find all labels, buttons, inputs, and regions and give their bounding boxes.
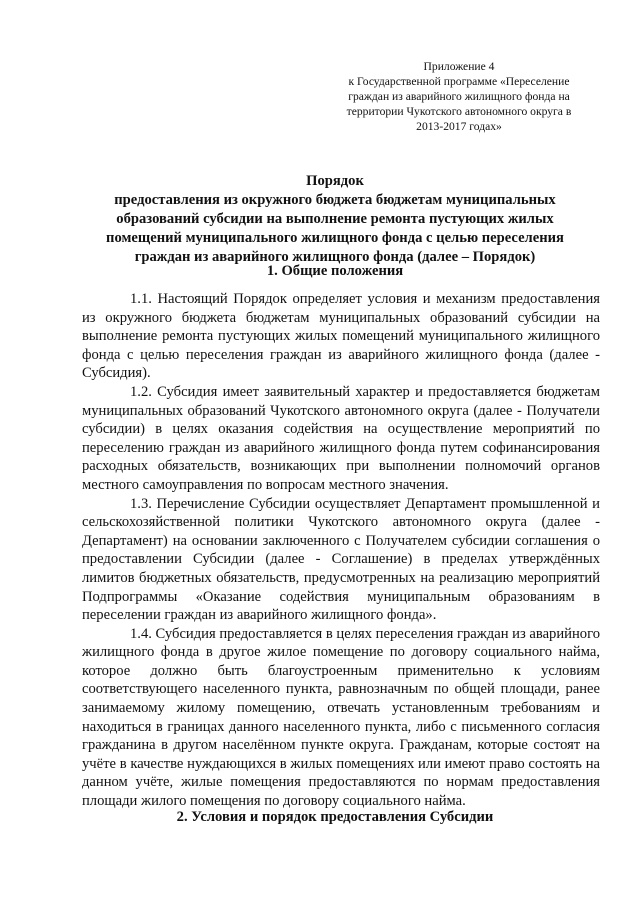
section-heading: 1. Общие положения bbox=[266, 263, 404, 279]
appendix-line: Приложение 4 bbox=[423, 60, 495, 73]
appendix-line: территории Чукотского автономного округа в bbox=[346, 105, 572, 118]
title-line: предоставления из окружного бюджета бюджетам муниципальных bbox=[114, 192, 556, 208]
appendix-line: граждан из аварийного жилищного фонда на bbox=[348, 90, 570, 103]
title-line: образований субсидии на выполнение ремонта пустующих жилых bbox=[116, 211, 554, 227]
appendix-line: 2013-2017 годах» bbox=[416, 120, 502, 133]
section-body bbox=[82, 290, 600, 811]
title-line: граждан из аварийного жилищного фонда (далее – Порядок) bbox=[134, 249, 536, 265]
paragraph: 1.4. Субсидия предоставляется в целях переселения граждан из аварийного жилищного фонда в другое жилое помещение по договору социального найма, которое должно быть благоустроенным применительно к условиям соответствующего населенного пункта, равнозначным по общей площади, ранее занимаемому жилому помещению, отвечать установленным требованиям и находиться в границах данного населенного пункта, либо с письменного согласия гражданина в другом населённом пункте округа. Гражданам, которые состоят на учёте в качестве нуждающихся в жилых помещениях или имеют право состоять на данном учёте, жилые помещения предоставляются по нормам предоставления площади жилого помещения по договору социального найма. bbox=[82, 625, 600, 810]
section-heading: 2. Условия и порядок предоставления Субсидии bbox=[176, 809, 494, 825]
paragraph: 1.3. Перечисление Субсидии осуществляет Департамент промышленной и сельскохозяйственной политики Чукотского автономного округа (далее - Департамент) на основании заключенного с Получателем субсидии соглашения о предоставлении Субсидии (далее - Соглашение) в пределах утверждённых лимитов бюджетных обязательств, предусмотренных на реализацию мероприятий Подпрограммы «Оказание содействия муниципальным образованиям в переселении граждан из аварийного жилищного фонда». bbox=[82, 495, 600, 624]
appendix-line: к Государственной программе «Переселение bbox=[348, 75, 570, 88]
title-line: Порядок bbox=[306, 173, 364, 189]
paragraph: 1.1. Настоящий Порядок определяет условия и механизм предоставления из окружного бюджета бюджетам муниципальных образований субсидии на выполнение ремонта пустующих жилых помещений муниципального жилищного фонда с целью переселения граждан из аварийного жилищного фонда (далее - Субсидия). bbox=[82, 291, 600, 382]
paragraph: 1.2. Субсидия имеет заявительный характер и предоставляется бюджетам муниципальных образований Чукотского автономного округа (далее - Получатели субсидии) в целях оказания содействия на осуществление мероприятий по переселению граждан из аварийного жилищного фонда путем софинансирования расходных обязательств, возникающих при выполнении полномочий органов местного самоуправления по вопросам местного значения. bbox=[82, 383, 600, 493]
title-line: помещений муниципального жилищного фонда с целью переселения bbox=[106, 230, 564, 246]
appendix-note bbox=[318, 59, 600, 134]
document-title bbox=[70, 172, 600, 267]
